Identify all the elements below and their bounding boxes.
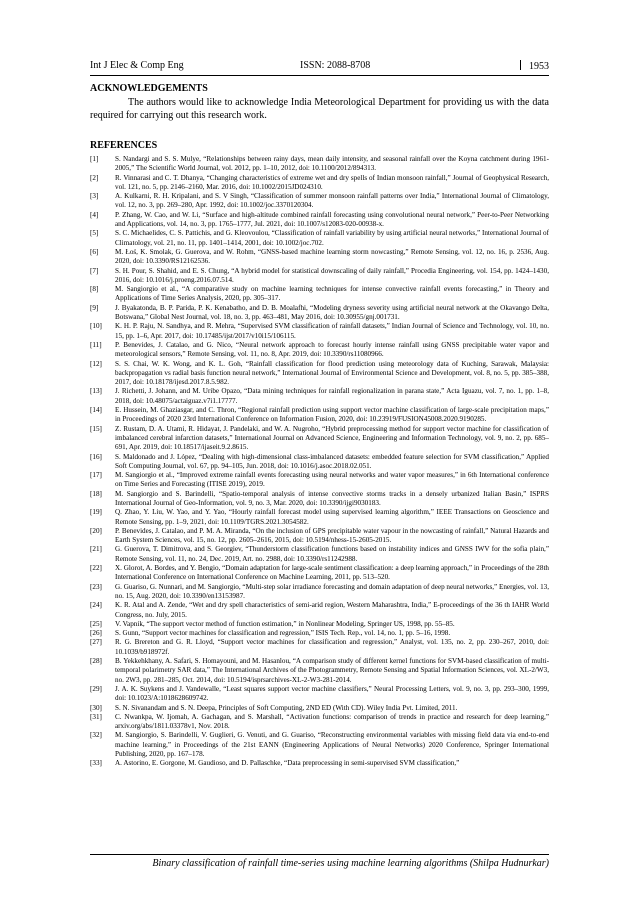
reference-number: [8] bbox=[90, 285, 99, 294]
reference-number: [9] bbox=[90, 303, 99, 312]
reference-number: [6] bbox=[90, 247, 99, 256]
reference-text: R. Vinnarasi and C. T. Dhanya, “Changing characteristics of extreme wet and dry spells of Indian monsoon rainfall,” Journal of Geophysical Research, vol. 121, no. 5, pp. 2146–2160, Mar. 2016, doi: 10.1002/2015JD024310. bbox=[115, 173, 549, 191]
reference-item bbox=[90, 657, 549, 685]
reference-number: [29] bbox=[90, 684, 102, 693]
reference-text: J. A. K. Suykens and J. Vandewalle, “Least squares support vector machine classifiers,” Neural Processing Letters, vol. 9, no. 3, pp. 293–300, 1999, doi: 10.1023/A:1018628609742. bbox=[115, 684, 549, 703]
reference-text: R. G. Brereton and G. R. Lloyd, “Support vector machines for classification and regression,” Analyst, vol. 135, no. 2, pp. 230–267, 2010, doi: 10.1039/b918972f. bbox=[115, 638, 549, 656]
reference-item bbox=[90, 360, 549, 388]
reference-text: K. H. P. Raju, N. Sandhya, and R. Mehra, “Supervised SVM classification of rainfall datasets,” Indian Journal of Science and Technology, vol. 10, no. 15, pp. 1–6, Apr. 2017, doi: 10.17485/ijst/2017/v10i15/106115. bbox=[115, 322, 549, 340]
reference-item bbox=[90, 387, 549, 406]
reference-text: S. S. Chai, W. K. Wong, and K. L. Goh, “Rainfall classification for flood prediction using meteorology data of Kuching, Sarawak, Malaysia: backpropagation vs radial basis function neural network,” International Journal of Environmental Science and Development, vol. 8, no. 5, pp. 385–388, 2017, doi: 10.18178/ijesd.2017.8.5.982. bbox=[115, 359, 549, 387]
reference-number: [10] bbox=[90, 322, 102, 331]
reference-item bbox=[90, 685, 549, 704]
reference-number: [31] bbox=[90, 712, 102, 721]
reference-text: A. Astorino, E. Gorgone, M. Gaudioso, and D. Pallaschke, “Data preprocessing in semi-supervised SVM classification,” bbox=[115, 759, 460, 768]
reference-item bbox=[90, 248, 549, 267]
reference-number: [19] bbox=[90, 508, 102, 517]
reference-item bbox=[90, 564, 549, 583]
reference-item bbox=[90, 304, 549, 323]
reference-text: M. Sangiorgio and S. Barindelli, “Spatio-temporal analysis of intense convective storms tracks in a densely urbanized Italian Basin,” ISPRS International Journal of Geo-Information, vol. 9, no. 3, Mar. 2020, doi: 10.3390/ijgi9030183. bbox=[115, 489, 549, 507]
reference-text: S. Nandargi and S. S. Mulye, “Relationships between rainy days, mean daily intensity, and seasonal rainfall over the Koyna catchment during 1961-2005,” The Scientific World Journal, vol. 2012, pp. 1–10, 2012, doi: 10.1100/2012/894313. bbox=[115, 155, 549, 173]
reference-number: [28] bbox=[90, 657, 102, 666]
reference-text: S. Maldonado and J. López, “Dealing with high-dimensional class-imbalanced datasets: embedded feature selection for SVM classification,” Applied Soft Computing Journal, vol. 67, pp. 94–105, Jun. 2018, doi: 10.1016/j.asoc.2018.02.051. bbox=[115, 452, 549, 470]
reference-item bbox=[90, 731, 549, 759]
acknowledgements-body: The authors would like to acknowledge India Meteorological Department for providing us with the data required for carrying out this research work. bbox=[90, 97, 549, 121]
reference-item bbox=[90, 545, 549, 564]
running-title: Binary classification of rainfall time-series using machine learning algorithms (Shilpa Hudnurkar) bbox=[152, 858, 549, 869]
footer-rule bbox=[90, 854, 549, 855]
reference-item bbox=[90, 620, 549, 629]
reference-number: [20] bbox=[90, 526, 102, 535]
reference-item bbox=[90, 601, 549, 620]
reference-text: M. Sangiorgio et al., “A comparative study on machine learning techniques for intense convective rainfall events forecasting,” in Theory and Applications of Time Series Analysis, 2020, pp. 305–317. bbox=[115, 285, 549, 303]
reference-item bbox=[90, 341, 549, 360]
reference-text: J. Byakatonda, B. P. Parida, P. K. Kenabatho, and D. B. Moalafhi, “Modeling dryness severity using artificial neural network at the Okavango Delta, Botswana,” Global Nest Journal, vol. 18, no. 3, pp. 463–481, May 2016, doi: 10.30955/gnj.001731. bbox=[115, 303, 549, 322]
reference-item bbox=[90, 425, 549, 453]
reference-number: [24] bbox=[90, 601, 102, 610]
reference-text: Z. Rustam, D. A. Utami, R. Hidayat, J. Pandelaki, and W. A. Nugroho, “Hybrid preprocessing method for support vector machine for classification of imbalanced cerebral infarction datasets,” International Journal on Advanced Science, Engineering and Information Technology, vol. 9, no. 2, pp. 685–691, Apr. 2019, doi: 10.18517/ijaseit.9.2.8615. bbox=[115, 424, 549, 452]
page-number: 1953 bbox=[529, 61, 549, 72]
reference-item bbox=[90, 406, 549, 425]
reference-number: [17] bbox=[90, 471, 102, 480]
reference-number: [11] bbox=[90, 340, 102, 349]
reference-text: S. N. Sivanandam and S. N. Deepa, Principles of Soft Computing, 2ND ED (With CD). Wiley India Pvt. Limited, 2011. bbox=[115, 703, 458, 712]
page-number-wrap bbox=[520, 60, 549, 72]
issn-label: ISSN: 2088-8708 bbox=[300, 60, 371, 71]
reference-number: [3] bbox=[90, 192, 99, 201]
reference-number: [26] bbox=[90, 629, 102, 638]
reference-text: G. Guariso, G. Nunnari, and M. Sangiorgio, “Multi-step solar irradiance forecasting and domain adaptation of deep neural networks,” Energies, vol. 13, no. 15, Aug. 2020, doi: 10.3390/en13153987. bbox=[115, 582, 550, 600]
reference-item bbox=[90, 267, 549, 286]
reference-number: [16] bbox=[90, 452, 102, 461]
reference-item bbox=[90, 192, 549, 211]
reference-text: X. Glorot, A. Bordes, and Y. Bengio, “Domain adaptation for large-scale sentiment classification: a deep learning approach,” in Proceedings of the 28th International Conference on International Conference on Machine Learning, 2011, pp. 513–520. bbox=[115, 564, 549, 582]
reference-number: [33] bbox=[90, 759, 102, 768]
reference-text: P. Benevides, J. Catalao, and G. Nico, “Neural network approach to forecast hourly intense rainfall using GNSS precipitable water vapor and meteorological sensors,” Remote Sensing, vol. 11, no. 8, Apr. 2019, doi: 10.3390/rs11080966. bbox=[115, 340, 549, 359]
reference-number: [22] bbox=[90, 564, 102, 573]
reference-item bbox=[90, 322, 549, 341]
acknowledgements-heading: ACKNOWLEDGEMENTS bbox=[90, 83, 208, 94]
reference-text: Q. Zhao, Y. Liu, W. Yao, and Y. Yao, “Hourly rainfall forecast model using supervised learning algorithm,” IEEE Transactions on Geoscience and Remote Sensing, pp. 1–9, 2021, doi: 10.1109/TGRS.2021.3054582. bbox=[115, 508, 549, 526]
reference-text: M. Sangiorgio et al., “Improved extreme rainfall events forecasting using neural networks and water vapor measures,” in 6th International conference on Time Series and Forecasting (ITISE 2019), 2019. bbox=[115, 471, 549, 489]
reference-text: K. R. Atal and A. Zende, “Wet and dry spell characteristics of semi-arid region, Western Maharashtra, India,” E-proceedings of the 36 th IAHR World Congress, no. July, 2015. bbox=[115, 601, 549, 619]
reference-text: M. Sangiorgio, S. Barindelli, V. Guglieri, G. Venuti, and G. Guariso, “Reconstructing environmental variables with missing field data via end-to-end machine learning,” in Proceedings of the 21st EANN (Engineering Applications of Neural Networks) 2020 Conference, Springer International Publishing, 2020, pp. 167–178. bbox=[115, 731, 549, 758]
references-heading: REFERENCES bbox=[90, 140, 158, 151]
reference-number: [4] bbox=[90, 210, 99, 219]
reference-number: [32] bbox=[90, 731, 102, 740]
header-rule bbox=[90, 75, 549, 76]
reference-text: P. Zhang, W. Cao, and W. Li, “Surface and high-altitude combined rainfall forecasting using convolutional neural network,” Peer-to-Peer Networking and Applications, vol. 14, no. 3, pp. 1765–1777, Jul. 2021, doi: 10.1007/s12083-020-00938-x. bbox=[115, 210, 549, 229]
reference-item bbox=[90, 229, 549, 248]
reference-number: [1] bbox=[90, 155, 99, 163]
reference-number: [12] bbox=[90, 359, 102, 368]
reference-text: P. Benevides, J. Catalao, and P. M. A. Miranda, “On the inclusion of GPS precipitable water vapour in the nowcasting of rainfall,” Natural Hazards and Earth System Sciences, vol. 15, no. 12, pp. 2605–2616, 2015, doi: 10.5194/nhess-15-2605-2015. bbox=[115, 526, 549, 545]
reference-text: J. Richetti, J. Johann, and M. Uribe Opazo, “Data mining techniques for rainfall regionalization in parana state,” Acta Iguazu, vol. 7, no. 1, pp. 1–8, 2018, doi: 10.48075/actaiguaz.v7i1.17777. bbox=[115, 387, 549, 405]
reference-item bbox=[90, 629, 549, 638]
reference-item bbox=[90, 211, 549, 230]
reference-item bbox=[90, 713, 549, 732]
page-header bbox=[90, 60, 549, 76]
reference-text: V. Vapnik, “The support vector method of function estimation,” in Nonlinear Modeling, Springer US, 1998, pp. 55–85. bbox=[115, 619, 455, 628]
reference-item bbox=[90, 155, 549, 174]
references-list bbox=[90, 155, 549, 769]
reference-number: [18] bbox=[90, 489, 102, 498]
reference-item bbox=[90, 471, 549, 490]
reference-number: [2] bbox=[90, 173, 99, 182]
reference-text: M. Łoś, K. Smolak, G. Guerova, and W. Rohm, “GNSS-based machine learning storm nowcasting,” Remote Sensing, vol. 12, no. 16, p. 2536, Aug. 2020, doi: 10.3390/RS12162536. bbox=[115, 247, 549, 266]
reference-text: S. C. Michaelides, C. S. Pattichis, and G. Kleovoulou, “Classification of rainfall variability by using artificial neural networks,” International Journal of Climatology, vol. 21, no. 11, pp. 1401–1414, 2001, doi: 10.1002/joc.702. bbox=[115, 229, 549, 247]
reference-text: E. Hussein, M. Ghaziasgar, and C. Thron, “Regional rainfall prediction using support vector machine classification of large-scale precipitation maps,” in Proceedings of 2020 23rd International Conference on Information Fusion, 2020, doi: 10.23919/FUSION45008.2020.9190285. bbox=[115, 406, 549, 424]
reference-item bbox=[90, 453, 549, 472]
reference-text: S. Gunn, “Support vector machines for classification and regression,” ISIS Tech. Rep., vol. 14, no. 1, pp. 5–16, 1998. bbox=[115, 629, 451, 638]
reference-number: [23] bbox=[90, 582, 102, 591]
reference-item bbox=[90, 759, 549, 768]
reference-number: [14] bbox=[90, 406, 102, 415]
reference-text: G. Guerova, T. Dimitrova, and S. Georgiev, “Thunderstorm classification functions based on instability indices and GNSS IWV for the sofia plain,” Remote Sensing, vol. 11, no. 24, Dec. 2019, Art. no. 2988, doi: 10.3390/rs11242988. bbox=[115, 545, 549, 563]
reference-item bbox=[90, 508, 549, 527]
reference-number: [7] bbox=[90, 266, 99, 275]
reference-item bbox=[90, 490, 549, 509]
reference-text: C. Nwankpa, W. Ijomah, A. Gachagan, and S. Marshall, “Activation functions: comparison of trends in practice and research for deep learning,” arxiv.org/abs/1811.03378v1, Nov. 2018. bbox=[115, 712, 549, 731]
reference-item bbox=[90, 638, 549, 657]
reference-number: [13] bbox=[90, 387, 102, 396]
reference-number: [21] bbox=[90, 545, 102, 554]
reference-item bbox=[90, 583, 549, 602]
reference-number: [30] bbox=[90, 703, 102, 712]
reference-text: A. Kulkarni, R. H. Kripalani, and S. V Singh, “Classification of summer monsoon rainfall patterns over India,” International Journal of Climatology, vol. 12, no. 3, pp. 269–280, Apr. 1992, doi: 10.1002/joc.3370120304. bbox=[115, 192, 549, 210]
journal-name: Int J Elec & Comp Eng bbox=[90, 60, 184, 71]
reference-text: B. Yekkehkhany, A. Safari, S. Homayouni, and M. Hasanlou, “A comparison study of different kernel functions for SVM-based classification of multi-temporal polarimetry SAR data,” The International Archives of the Photogrammetry, Remote Sensing and Spatial Information Sciences, vol. XL-2/W3, no. 2W3, pp. 281–285, Oct. 2014, doi: 10.5194/isprsarchives-XL-2-W3-281-2014. bbox=[115, 657, 549, 684]
reference-number: [15] bbox=[90, 424, 102, 433]
header-separator bbox=[520, 60, 521, 70]
reference-item bbox=[90, 285, 549, 304]
reference-item bbox=[90, 174, 549, 193]
reference-item bbox=[90, 704, 549, 713]
reference-number: [27] bbox=[90, 638, 102, 647]
reference-number: [5] bbox=[90, 229, 99, 238]
reference-item bbox=[90, 527, 549, 546]
reference-text: S. H. Pour, S. Shahid, and E. S. Chung, “A hybrid model for statistical downscaling of daily rainfall,” Procedia Engineering, vol. 154, pp. 1424–1430, 2016, doi: 10.1016/j.proeng.2016.07.514. bbox=[115, 266, 549, 284]
reference-number: [25] bbox=[90, 619, 102, 628]
